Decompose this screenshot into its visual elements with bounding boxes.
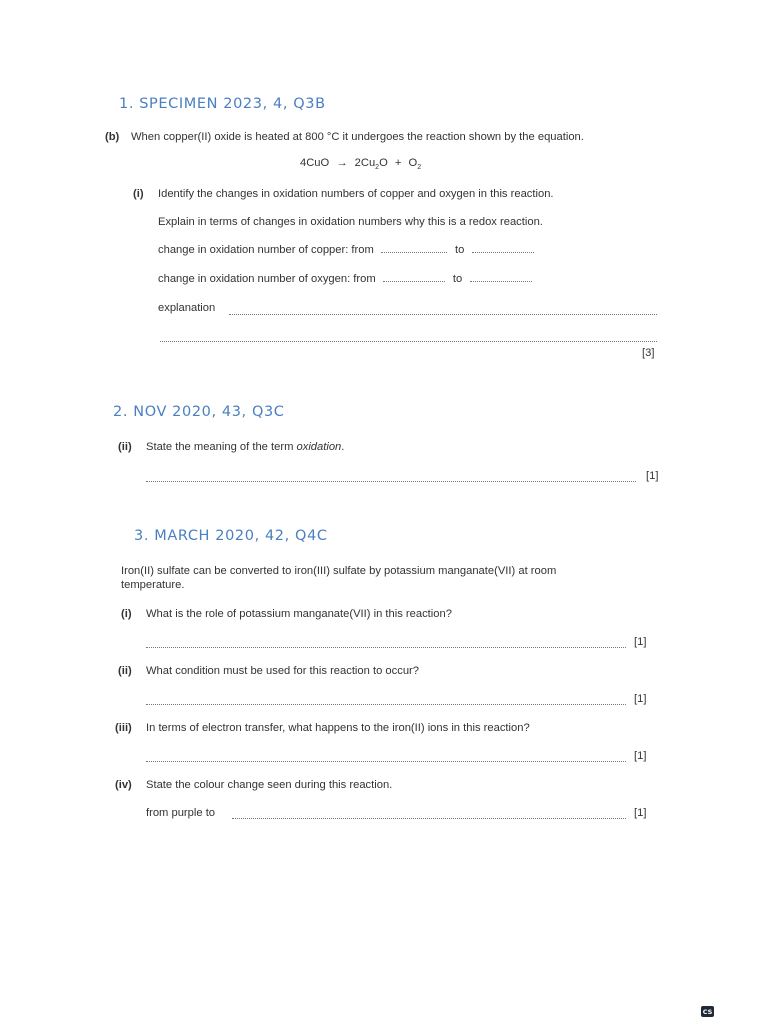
from-purple-label: from purple to bbox=[146, 807, 216, 819]
q2-answer-line[interactable] bbox=[146, 481, 636, 482]
copper-to-field[interactable] bbox=[472, 252, 534, 253]
q3-heading: 3. MARCH 2020, 42, Q4C bbox=[134, 528, 328, 544]
q3-part-iii-marks: [1] bbox=[634, 750, 647, 762]
q2-marks: [1] bbox=[646, 470, 659, 482]
copper-change-row bbox=[158, 244, 534, 256]
q2-term: oxidation bbox=[296, 441, 342, 453]
q3-part-i-text: What is the role of potassium manganate(VII) in this reaction? bbox=[146, 608, 452, 620]
q1-line2: Explain in terms of changes in oxidation numbers why this is a redox reaction. bbox=[158, 216, 543, 228]
q3-part-ii-label: (ii) bbox=[118, 665, 132, 677]
explanation-line-2[interactable] bbox=[160, 341, 657, 342]
q3-part-ii-answer-line[interactable] bbox=[146, 704, 626, 705]
q3-part-iii-label: (iii) bbox=[115, 722, 132, 734]
equation-arrow: → bbox=[336, 157, 348, 169]
copper-label: change in oxidation number of copper: from bbox=[158, 244, 374, 256]
q3-intro-line1: Iron(II) sulfate can be converted to iron(III) sulfate by potassium manganate(VII) at room bbox=[121, 565, 557, 577]
copper-from-field[interactable] bbox=[381, 252, 447, 253]
q1-intro: When copper(II) oxide is heated at 800 °C it undergoes the reaction shown by the equation. bbox=[131, 131, 584, 143]
q1-line1: Identify the changes in oxidation numbers of copper and oxygen in this reaction. bbox=[158, 188, 554, 200]
q3-part-ii-marks: [1] bbox=[634, 693, 647, 705]
q1-part-label: (b) bbox=[105, 131, 120, 143]
equation-product-1: $2Cu_2O$ bbox=[354, 157, 388, 172]
q3-intro-line2: temperature. bbox=[121, 579, 185, 591]
q2-sub-label: (ii) bbox=[118, 441, 132, 453]
q3-part-iii-answer-line[interactable] bbox=[146, 761, 626, 762]
copper-to-label: to bbox=[455, 244, 465, 256]
q2-heading: 2. NOV 2020, 43, Q3C bbox=[113, 404, 285, 420]
oxygen-from-field[interactable] bbox=[383, 281, 445, 282]
q3-part-iv-label: (iv) bbox=[115, 779, 132, 791]
q3-part-iv-answer-line[interactable] bbox=[232, 818, 626, 819]
q3-part-i-label: (i) bbox=[121, 608, 132, 620]
equation-product-2: $O_2$ bbox=[408, 157, 422, 172]
oxygen-change-row bbox=[158, 273, 532, 285]
equation-lhs: 4CuO bbox=[300, 157, 330, 169]
q3-part-ii-text: What condition must be used for this reaction to occur? bbox=[146, 665, 419, 677]
q3-part-i-marks: [1] bbox=[634, 636, 647, 648]
q3-part-iii-text: In terms of electron transfer, what happens to the iron(II) ions in this reaction? bbox=[146, 722, 530, 734]
q3-part-i-answer-line[interactable] bbox=[146, 647, 626, 648]
q1-sub-label: (i) bbox=[133, 188, 144, 200]
q1-heading: 1. SPECIMEN 2023, 4, Q3B bbox=[119, 96, 326, 112]
q1-marks: [3] bbox=[642, 347, 655, 359]
explanation-line-1[interactable] bbox=[229, 314, 657, 315]
oxygen-label: change in oxidation number of oxygen: from bbox=[158, 273, 376, 285]
q3-part-iv-text: State the colour change seen during this reaction. bbox=[146, 779, 393, 791]
oxygen-to-field[interactable] bbox=[470, 281, 532, 282]
camscanner-logo-icon: CS bbox=[702, 1007, 713, 1016]
oxygen-to-label: to bbox=[452, 273, 463, 285]
explanation-label: explanation bbox=[158, 302, 216, 314]
equation-plus: + bbox=[394, 157, 402, 169]
q2-question: State the meaning of the term oxidation. bbox=[146, 441, 345, 453]
q1-equation bbox=[300, 157, 421, 171]
q3-part-iv-marks: [1] bbox=[634, 807, 647, 819]
